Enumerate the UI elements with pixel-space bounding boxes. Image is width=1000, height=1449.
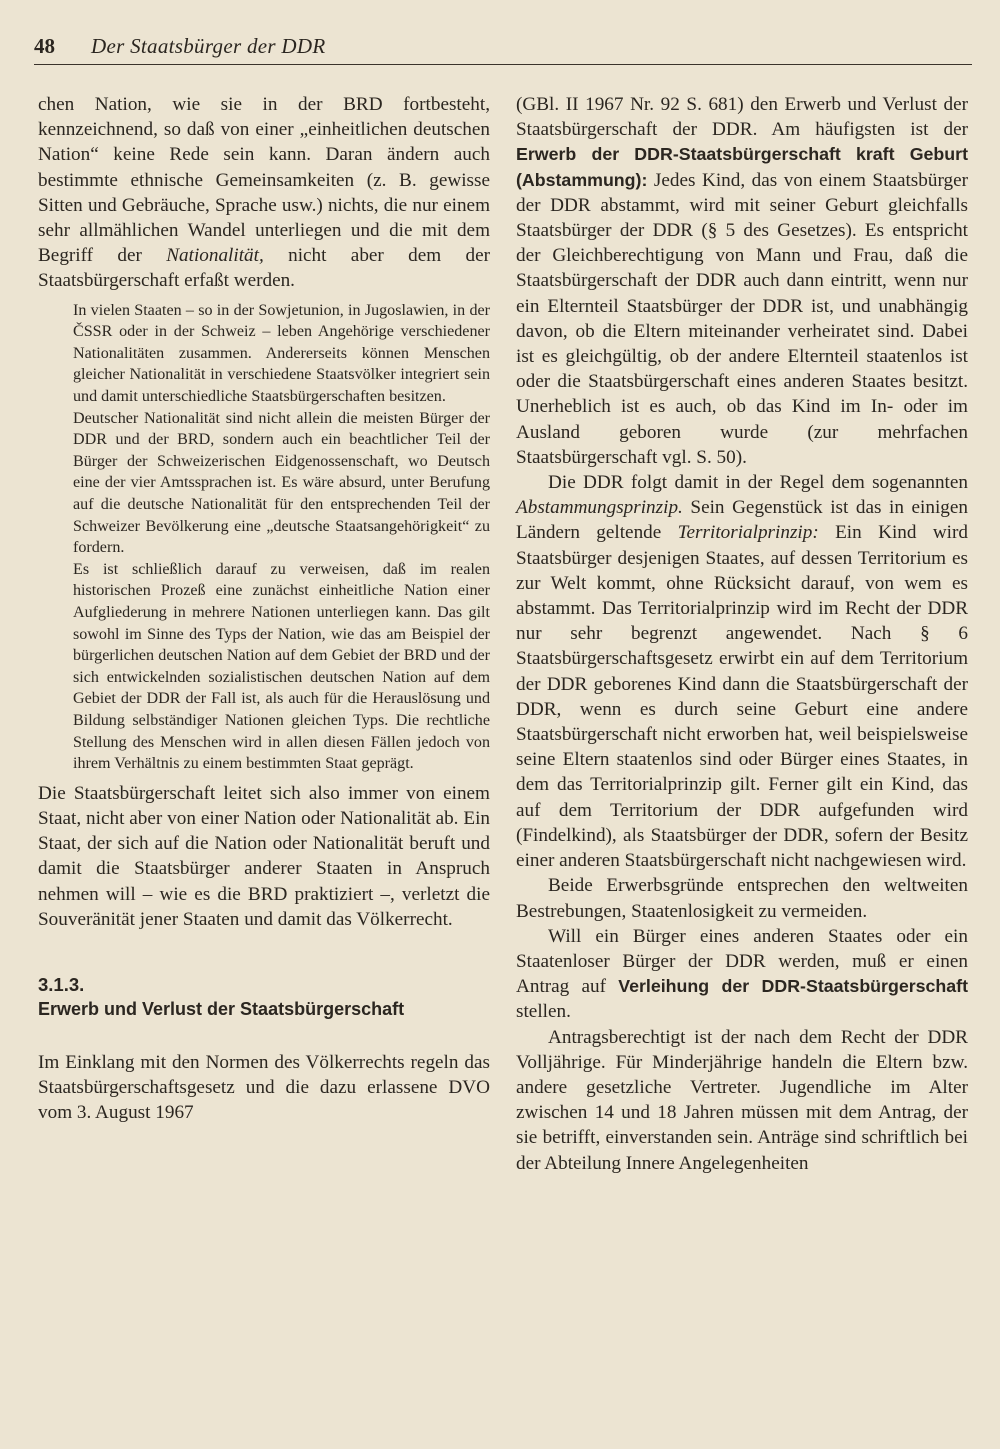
- paragraph: Im Einklang mit den Normen des Völkerrechts regeln das Staatsbürgerschaftsgesetz und die dazu erlassene DVO vom 3. August 1967: [38, 1051, 490, 1124]
- paragraph: Will ein Bürger eines anderen Staates oder ein Staatenloser Bürger der DDR werden, muß er einen Antrag auf Verleihung der DDR-Staatsbürgerschaft stellen.: [516, 925, 969, 1023]
- bold-term: Erwerb der DDR-Staatsbürgerschaft kraft Geburt (Abstammung):: [516, 144, 968, 190]
- page-number: 48: [34, 34, 55, 58]
- italic-term: Territorialprinzip:: [677, 522, 819, 544]
- section-title: Erwerb und Verlust der Staatsbürgerschaft: [38, 998, 405, 1019]
- bold-term: Verleihung der DDR-Staatsbürgerschaft: [618, 976, 969, 997]
- paragraph: Die Staatsbürgerschaft leitet sich also immer von einem Staat, nicht aber von einer Nation oder Nationalität ab. Ein Staat, der sich auf die Nation oder Nationalität beruft und damit die Staatsbürger anderer Staaten in Anspruch nehmen will – wie es die BRD praktiziert –, verletzt die Souveränität jener Staaten und damit das Völkerrecht.: [38, 782, 490, 930]
- excursus-block: [73, 300, 490, 775]
- excursus-paragraph: Deutscher Nationalität sind nicht allein die meisten Bürger der DDR und der BRD, sondern auch ein beachtlicher Teil der Bürger der Schweizerischen Eidgenossenschaft, wo Deutsch eine der vier Amtssprachen ist. Es wäre absurd, unter Berufung auf die deutsche Nationalität für den entsprechenden Teil der Schweizer Bevölkerung eine „deutsche Staatsangehörigkeit“ zu fordern.: [73, 409, 490, 557]
- section-heading: [38, 972, 490, 1022]
- paragraph: Die DDR folgt damit in der Regel dem sogenannten Abstammungsprinzip. Sein Gegenstück ist das in einigen Ländern geltende Territorialprinzip: Ein Kind wird Staatsbürger desjenigen Staates, auf dessen Territorium es zur Welt kommt, ohne Rücksicht darauf, von wem es abstammt. Das Territorialprinzip wird im Recht der DDR nur sehr begrenzt angewendet. Nach § 6 Staatsbürgerschaftsgesetz erwirbt ein auf dem Territorium der DDR geborenes Kind dann die Staatsbürgerschaft der DDR, wenn es durch seine Geburt eine andere Staatsbürgerschaft nicht erworben hat, weil beispielsweise seine Eltern staatenlos sind oder Bürger eines Staates, in dem das Territorialprinzip gilt. Ferner gilt ein Kind, das auf dem Territorium der DDR aufgefunden wird (Findelkind), als Staatsbürger der DDR, sofern der Besitz einer anderen Staatsbürgerschaft nicht nachgewiesen wird.: [516, 472, 968, 872]
- page-header: [34, 34, 972, 65]
- paragraph: (GBl. II 1967 Nr. 92 S. 681) den Erwerb und Verlust der Staatsbürgerschaft der DDR. Am häufigsten ist der Erwerb der DDR-Staatsbürgerschaft kraft Geburt (Abstammung): Jedes Kind, das von einem Staatsbürger der DDR abstammt, wird mit seiner Geburt gleichfalls Staatsbürger der DDR (§ 5 des Gesetzes). Es entspricht der Gleichberechtigung von Mann und Frau, daß die Staatsbürgerschaft der DDR auch dann eintritt, wenn nur ein Elternteil Staatsbürger der DDR ist, und unabhängig davon, ob die Eltern miteinander verheiratet sind. Dabei ist es gleichgültig, ob der andere Elternteil staatenlos ist oder die Staatsbürgerschaft eines anderen Staates besitzt. Unerheblich ist es auch, ob das Kind im In- oder im Ausland geboren wurde (zur mehrfachen Staatsbürgerschaft vgl. S. 50).: [516, 94, 968, 468]
- paragraph: Beide Erwerbsgründe entsprechen den weltweiten Bestrebungen, Staatenlosigkeit zu vermeiden.: [516, 875, 968, 922]
- italic-term: Abstammungsprinzip.: [516, 497, 683, 519]
- running-title: Der Staatsbürger der DDR: [91, 34, 326, 58]
- excursus-paragraph: Es ist schließlich darauf zu verweisen, daß im realen historischen Prozeß eine zunächst einheitliche Nation einer Aufgliederung in mehrere Nationen unterliegen kann. Das gilt sowohl im Sinne des Typs der Nation, wie das am Beispiel der bürgerlichen deutschen Nation auf dem Gebiet der BRD und der sich entwickelnden sozialistischen deutschen Nation auf dem Gebiet der DDR der Fall ist, als auch für die Herauslösung und Bildung selbständiger Nationen gleichen Typs. Die rechtliche Stellung des Menschen wird in allen diesen Fällen jedoch von ihrem Verhältnis zu einem bestimmten Staat geprägt.: [73, 560, 490, 773]
- section-number: 3.1.3.: [38, 973, 85, 995]
- left-column: [38, 92, 490, 1126]
- right-column: [516, 92, 968, 1176]
- paragraph: chen Nation, wie sie in der BRD fortbesteht, kennzeichnend, so daß von einer „einheitlichen deutschen Nation“ keine Rede sein kann. Daran ändern auch bestimmte ethnische Gemeinsamkeiten (z. B. gewisse Sitten und Gebräuche, Sprache usw.) nichts, die nur einem sehr allmählichen Wandel unterliegen und die mit dem Begriff der Nationalität, nicht aber dem der Staatsbürgerschaft erfaßt werden.: [38, 94, 490, 292]
- paragraph: Antragsberechtigt ist der nach dem Recht der DDR Volljährige. Für Minderjährige handeln die Eltern bzw. andere gesetzliche Vertreter. Jugendliche im Alter zwischen 14 und 18 Jahren müssen mit dem Antrag, der sie betrifft, einverstanden sein. Anträge sind schriftlich bei der Abteilung Innere Angelegenheiten: [516, 1026, 968, 1174]
- excursus-paragraph: In vielen Staaten – so in der Sowjetunion, in Jugoslawien, in der ČSSR oder in der Schweiz – leben Angehörige verschiedener Nationalitäten zusammen. Andererseits können Menschen gleicher Nationalität in verschiedene Staatsvölker integriert sein und damit unterschiedliche Staatsbürgerschaften besitzen.: [73, 301, 490, 405]
- italic-term: Nationalität,: [166, 245, 264, 267]
